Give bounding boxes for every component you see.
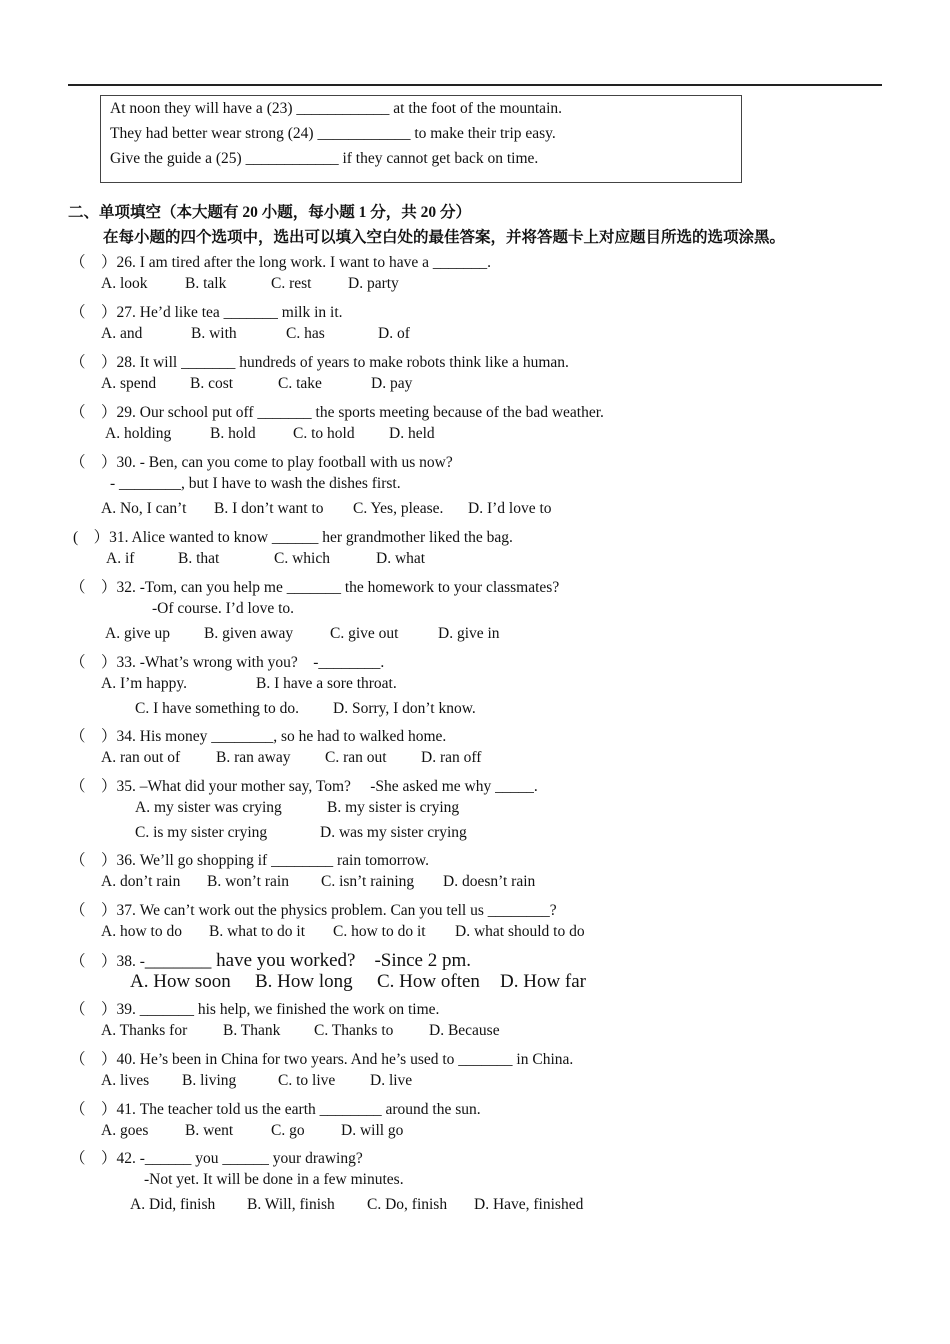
question-options xyxy=(106,550,425,568)
option: C. go xyxy=(271,1122,305,1139)
option: D. give in xyxy=(438,625,500,642)
option: B. Thank xyxy=(223,1022,281,1039)
option: C. take xyxy=(278,375,322,392)
option: C. to hold xyxy=(293,425,355,442)
question-stem-text: _______ have you worked? -Since 2 pm. xyxy=(144,950,472,971)
option: A. my sister was crying xyxy=(135,799,282,816)
question-stem: （ ）34. His money ________, so he had to walked home. xyxy=(70,728,447,745)
option: B. ran away xyxy=(216,749,291,766)
option: B. went xyxy=(185,1122,234,1139)
question-stem: （ ）30. - Ben, can you come to play football with us now? xyxy=(70,454,453,471)
option: D. what xyxy=(376,550,426,567)
option: C. How often xyxy=(377,971,480,992)
section-instruction: 在每小题的四个选项中，选出可以填入空白处的最佳答案，并将答题卡上对应题目所选的选项涂黑。 xyxy=(103,229,786,246)
option: B. I don’t want to xyxy=(214,500,324,517)
option: C. rest xyxy=(271,275,312,292)
question-stem: （ ）40. He’s been in China for two years. And he’s used to _______ in China. xyxy=(70,1051,574,1068)
option: D. pay xyxy=(371,375,413,392)
box-line: They had better wear strong (24) ____________ to make their trip easy. xyxy=(110,125,556,142)
option: A. lives xyxy=(101,1072,150,1089)
question-stem: （ ）41. The teacher told us the earth ________ around the sun. xyxy=(70,1101,481,1118)
option: D. Because xyxy=(429,1022,500,1039)
option: C. I have something to do. xyxy=(135,700,300,717)
option: B. I have a sore throat. xyxy=(256,675,397,692)
question-options xyxy=(130,971,586,993)
question-stem: （ ）37. We can’t work out the physics problem. Can you tell us ________? xyxy=(70,902,557,919)
question-options xyxy=(101,675,397,693)
dialogue-line: - ________, but I have to wash the dishes first. xyxy=(110,475,401,492)
question-options xyxy=(135,700,476,718)
option: D. held xyxy=(389,425,435,442)
question-options xyxy=(105,425,435,443)
question-options xyxy=(101,1072,412,1090)
option: A. How soon xyxy=(130,971,231,992)
question-stem: （ ）33. -What’s wrong with you? -________. xyxy=(70,654,385,671)
option: A. give up xyxy=(105,625,171,642)
option: C. Do, finish xyxy=(367,1196,448,1213)
question-stem: （ ）35. –What did your mother say, Tom? -She asked me why _____. xyxy=(70,778,538,795)
question-stem: （ ）27. He’d like tea _______ milk in it. xyxy=(70,304,343,321)
option: C. isn’t raining xyxy=(321,873,415,890)
option: B. hold xyxy=(210,425,256,442)
option: A. if xyxy=(106,550,135,567)
option: A. spend xyxy=(101,375,157,392)
question-stem: （ ）26. I am tired after the long work. I want to have a _______. xyxy=(70,254,491,271)
option: B. Will, finish xyxy=(247,1196,335,1213)
option: A. how to do xyxy=(101,923,182,940)
option: A. look xyxy=(101,275,148,292)
question-stem: （ ）36. We’ll go shopping if ________ rain tomorrow. xyxy=(70,852,429,869)
question-options xyxy=(101,923,585,941)
option: D. will go xyxy=(341,1122,404,1139)
dialogue-line: -Of course. I’d love to. xyxy=(152,600,295,617)
option: C. which xyxy=(274,550,330,567)
option: C. give out xyxy=(330,625,399,642)
question-stem: （ ）32. -Tom, can you help me _______ the homework to your classmates? xyxy=(70,579,560,596)
option: A. Thanks for xyxy=(101,1022,188,1039)
option: B. that xyxy=(178,550,220,567)
option: D. of xyxy=(378,325,410,342)
option: B. How long xyxy=(255,971,353,992)
question-stem: （ ）39. _______ his help, we finished the work on time. xyxy=(70,1001,440,1018)
question-options xyxy=(101,275,399,293)
cloze-answer-box xyxy=(100,95,742,183)
option: D. was my sister crying xyxy=(320,824,467,841)
question-options xyxy=(105,625,500,643)
question-options xyxy=(101,500,552,518)
question-options xyxy=(101,325,410,343)
option: B. given away xyxy=(204,625,294,642)
option: C. to live xyxy=(278,1072,336,1089)
question-options xyxy=(130,1196,583,1214)
option: A. goes xyxy=(101,1122,149,1139)
option: D. Sorry, I don’t know. xyxy=(333,700,476,717)
option: B. with xyxy=(191,325,237,342)
option: B. won’t rain xyxy=(207,873,289,890)
option: A. don’t rain xyxy=(101,873,181,890)
section-title: 二、单项填空（本大题有 20 小题，每小题 1 分，共 20 分） xyxy=(68,204,472,221)
question-options xyxy=(135,824,467,842)
option: C. how to do it xyxy=(333,923,426,940)
box-line: At noon they will have a (23) ____________ at the foot of the mountain. xyxy=(110,100,562,117)
option: A. Did, finish xyxy=(130,1196,216,1213)
question-options xyxy=(101,749,481,767)
option: B. what to do it xyxy=(209,923,306,940)
option: C. is my sister crying xyxy=(135,824,268,841)
option: C. ran out xyxy=(325,749,387,766)
question-options xyxy=(101,873,535,891)
dialogue-line: -Not yet. It will be done in a few minutes. xyxy=(144,1171,404,1188)
option: B. talk xyxy=(185,275,227,292)
option: C. has xyxy=(286,325,325,342)
option: A. I’m happy. xyxy=(101,675,187,692)
option: D. I’d love to xyxy=(468,500,552,517)
option: D. Have, finished xyxy=(474,1196,584,1213)
option: D. ran off xyxy=(421,749,482,766)
question-stem: ( ）31. Alice wanted to know ______ her grandmother liked the bag. xyxy=(73,529,513,546)
option: C. Yes, please. xyxy=(353,500,444,517)
option: B. cost xyxy=(190,375,234,392)
option: B. living xyxy=(182,1072,237,1089)
question-options xyxy=(101,1122,403,1140)
option: D. How far xyxy=(500,971,587,992)
question-stem: （ ）29. Our school put off _______ the sports meeting because of the bad weather. xyxy=(70,404,604,421)
option: D. doesn’t rain xyxy=(443,873,536,890)
option: C. Thanks to xyxy=(314,1022,394,1039)
question-stem-prefix: （ ）38. - xyxy=(70,953,145,970)
question-stem: （ ）28. It will _______ hundreds of years to make robots think like a human. xyxy=(70,354,569,371)
option: B. my sister is crying xyxy=(327,799,460,816)
option: A. No, I can’t xyxy=(101,500,187,517)
question-options xyxy=(101,375,412,393)
option: A. ran out of xyxy=(101,749,181,766)
header-rule xyxy=(68,84,882,86)
box-line: Give the guide a (25) ____________ if they cannot get back on time. xyxy=(110,150,539,167)
question-stem: （ ）42. -______ you ______ your drawing? xyxy=(70,1150,363,1167)
option: A. and xyxy=(101,325,143,342)
option: A. holding xyxy=(105,425,172,442)
question-options xyxy=(101,1022,500,1040)
question-options xyxy=(135,799,459,817)
option: D. what should to do xyxy=(455,923,585,940)
question-stem xyxy=(70,945,471,972)
option: D. party xyxy=(348,275,399,292)
option: D. live xyxy=(370,1072,413,1089)
